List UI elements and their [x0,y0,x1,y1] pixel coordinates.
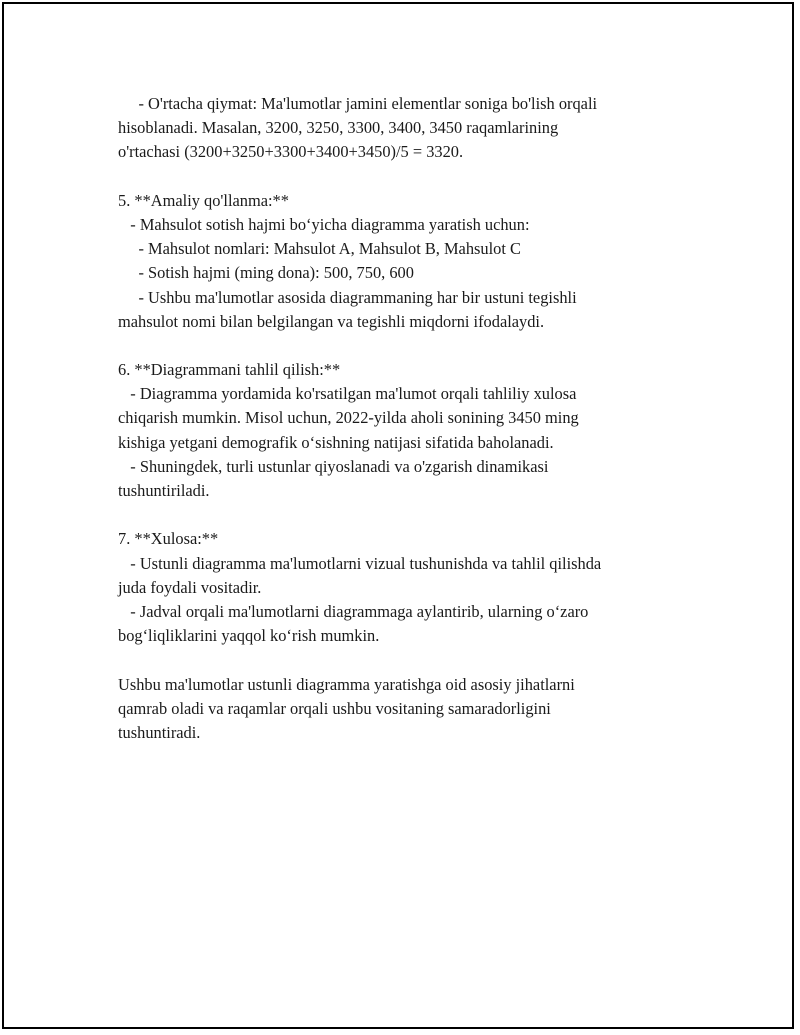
section-conclusion [118,527,678,648]
text-line: juda foydali vositadir. [118,577,262,597]
section-heading: 5. **Amaliy qo'llanma:** [118,190,289,210]
document-body [118,92,678,745]
text-line: hisoblanadi. Masalan, 3200, 3250, 3300, 3400, 3450 raqamlarining [118,118,559,138]
text-line: tushuntiradi. [118,722,201,742]
paragraph-gap [118,334,678,358]
paragraph-average [118,92,678,165]
section-diagram-analysis [118,358,678,503]
text-line: - Mahsulot nomlari: Mahsulot A, Mahsulot B, Mahsulot C [118,239,521,259]
text-line: o'rtachasi (3200+3250+3300+3400+3450)/5 = 3320. [118,142,464,162]
paragraph-gap [118,503,678,527]
text-line: kishiga yetgani demografik o‘sishning natijasi sifatida baholanadi. [118,432,554,452]
text-line: - O'rtacha qiymat: Ma'lumotlar jamini elementlar soniga bo'lish orqali [118,94,598,113]
text-line: - Ustunli diagramma ma'lumotlarni vizual tushunishda va tahlil qilishda [118,553,602,573]
section-practical-guide [118,189,678,334]
text-line: - Shuningdek, turli ustunlar qiyoslanadi va o'zgarish dinamikasi [118,456,549,476]
text-line: Ushbu ma'lumotlar ustunli diagramma yaratishga oid asosiy jihatlarni [118,674,575,694]
paragraph-gap [118,165,678,189]
text-line: - Mahsulot sotish hajmi bo‘yicha diagramma yaratish uchun: [118,214,530,234]
paragraph-gap [118,648,678,672]
text-line: - Sotish hajmi (ming dona): 500, 750, 600 [118,263,414,283]
text-line: - Jadval orqali ma'lumotlarni diagrammaga aylantirib, ularning o‘zaro [118,601,589,621]
text-line: bog‘liqliklarini yaqqol ko‘rish mumkin. [118,626,380,646]
paragraph-summary [118,673,678,746]
text-line: - Ushbu ma'lumotlar asosida diagrammaning har bir ustuni tegishli [118,287,577,307]
text-line: tushuntiriladi. [118,481,210,500]
text-line: mahsulot nomi bilan belgilangan va tegishli miqdorni ifodalaydi. [118,311,545,331]
text-line: qamrab oladi va raqamlar orqali ushbu vositaning samaradorligini [118,698,551,718]
text-line: - Diagramma yordamida ko'rsatilgan ma'lumot orqali tahliliy xulosa [118,384,577,404]
section-heading: 6. **Diagrammani tahlil qilish:** [118,360,341,380]
text-line: chiqarish mumkin. Misol uchun, 2022-yilda aholi sonining 3450 ming [118,408,579,428]
section-heading: 7. **Xulosa:** [118,529,219,549]
